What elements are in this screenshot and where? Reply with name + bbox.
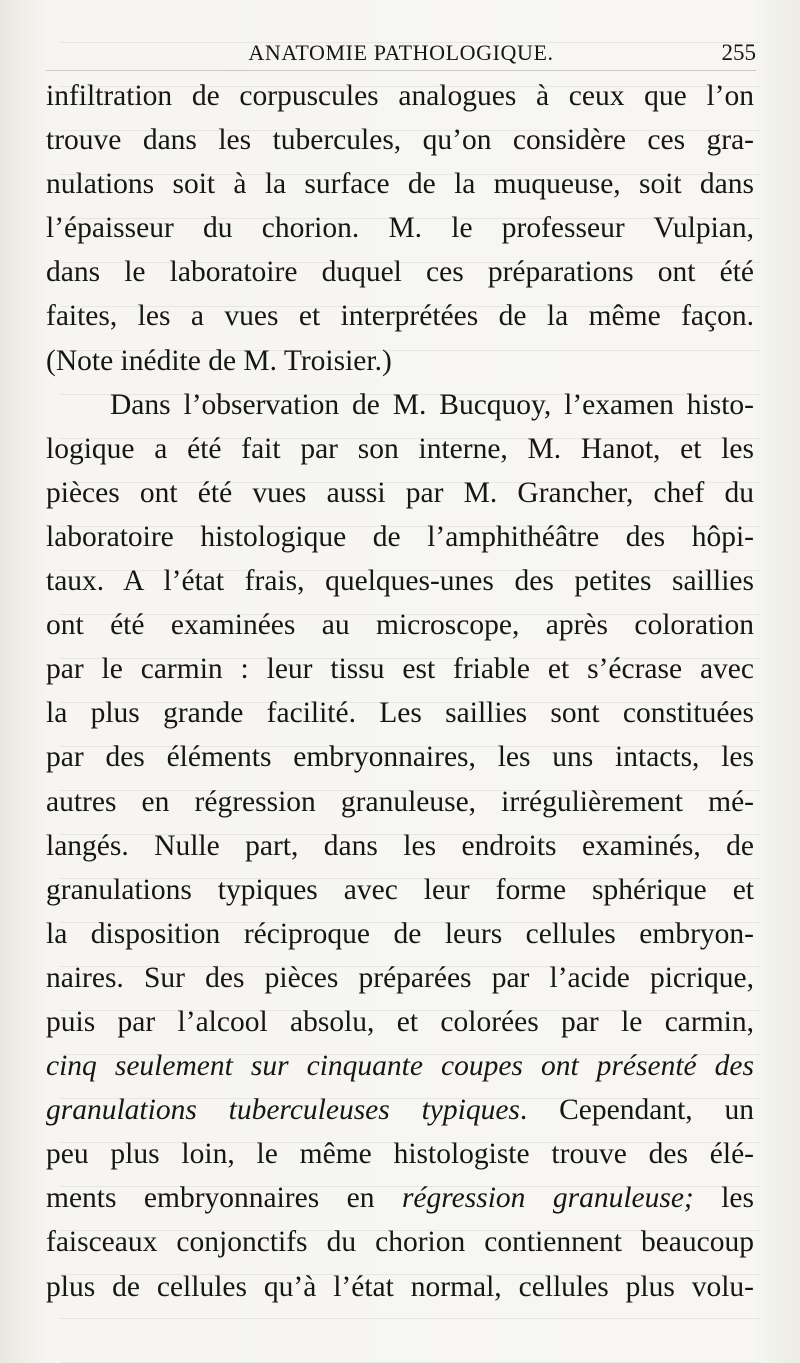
running-title: ANATOMIE PATHOLOGIQUE. (248, 40, 554, 65)
text-line: plus de cellules qu’à l’état normal, cellules plus volu- (46, 1270, 754, 1303)
page-number: 255 (721, 40, 756, 65)
text-line: ont été examinées au microscope, après coloration (46, 609, 754, 642)
text-line: granulations typiques avec leur forme sphérique et (46, 873, 754, 906)
text-line: infiltration de corpuscules analogues à ceux que l’on (46, 80, 754, 112)
text-line-mixed (46, 1088, 754, 1132)
text-line: pièces ont été vues aussi par M. Grancher, chef du (46, 476, 754, 509)
text-line: peu plus loin, le même histologiste trouve des élé- (46, 1138, 754, 1171)
italic-phrase: cinq seulement sur cinquante coupes ont présenté des (46, 1050, 754, 1083)
text-line: par le carmin : leur tissu est friable et s’écrase avec (46, 653, 754, 686)
running-head (46, 36, 756, 70)
text-segment: les (693, 1182, 754, 1215)
text-segment: ments embryonnaires en (46, 1182, 402, 1215)
text-line: dans le laboratoire duquel ces préparations ont été (46, 256, 754, 289)
text-line-mixed (46, 1176, 754, 1220)
header-rule (46, 70, 756, 71)
text-line: la plus grande facilité. Les saillies sont constituées (46, 697, 754, 730)
text-line: faisceaux conjonctifs du chorion contiennent beaucoup (46, 1226, 754, 1259)
text-line: Dans l’observation de M. Bucquoy, l’examen histo- (110, 388, 754, 421)
text-line: trouve dans les tubercules, qu’on considère ces gra- (46, 124, 754, 157)
text-line: laboratoire histologique de l’amphithéâtre des hôpi- (46, 520, 754, 553)
italic-phrase: granulations tuberculeuses typiques (46, 1094, 520, 1127)
text-line: logique a été fait par son interne, M. Hanot, et les (46, 432, 754, 465)
text-line: puis par l’alcool absolu, et colorées par le carmin, (46, 1005, 754, 1038)
text-line: la disposition réciproque de leurs cellules embryon- (46, 917, 754, 950)
italic-phrase: régression granuleuse; (401, 1182, 694, 1215)
text-line: faites, les a vues et interprétées de la même façon. (46, 300, 754, 333)
text-line: l’épaisseur du chorion. M. le professeur Vulpian, (46, 212, 754, 245)
text-line: naires. Sur des pièces préparées par l’acide picrique, (46, 961, 754, 994)
text-line-italic (46, 1044, 754, 1088)
text-segment: . Cependant, un (519, 1094, 754, 1127)
text-line: taux. A l’état frais, quelques-unes des petites saillies (46, 565, 754, 598)
text-line: autres en régression granuleuse, irrégulièrement mé- (46, 785, 754, 818)
text-line: nulations soit à la surface de la muqueuse, soit dans (46, 168, 754, 201)
text-line: par des éléments embryonnaires, les uns intacts, les (46, 741, 754, 774)
body-text (46, 74, 754, 1309)
text-line: langés. Nulle part, dans les endroits examinés, de (46, 829, 754, 862)
text-line: (Note inédite de M. Troisier.) (46, 344, 392, 377)
